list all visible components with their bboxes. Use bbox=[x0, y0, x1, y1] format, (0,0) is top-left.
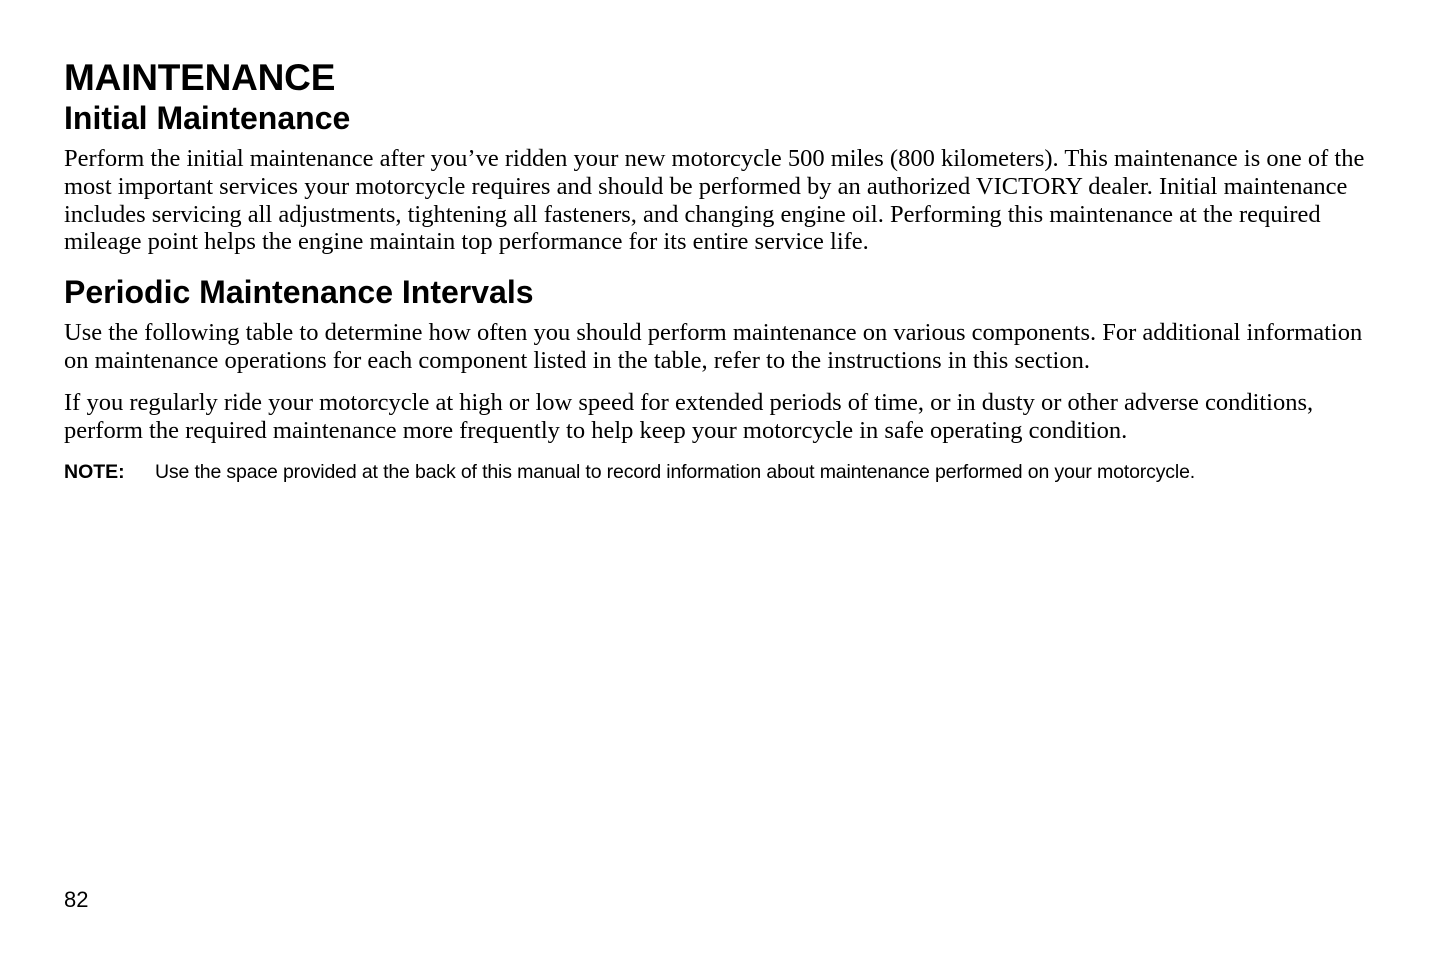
periodic-maintenance-paragraph-2: If you regularly ride your motorcycle at high or low speed for extended periods of time, or in dusty or other adverse conditions, perform the required maintenance more frequently to help keep your motorcycle in safe operating condition. bbox=[64, 388, 1314, 444]
page-content bbox=[64, 58, 1384, 484]
page-number: 82 bbox=[64, 887, 89, 912]
note-text: Use the space provided at the back of this manual to record information about maintenance performed on your motorcycle. bbox=[155, 461, 1196, 484]
initial-maintenance-paragraph: Perform the initial maintenance after you’ve ridden your new motorcycle 500 miles (800 kilometers). This maintenance is one of the most important services your motorcycle requires and should be performed by an authorized VICTORY dealer. Initial maintenance includes servicing all adjustments, tightening all fasteners, and changing engine oil. Performing this maintenance at the required mileage point helps the engine maintain top performance for its entire service life. bbox=[64, 145, 1365, 256]
section-heading-periodic-maintenance-intervals: Periodic Maintenance Intervals bbox=[64, 274, 534, 311]
periodic-maintenance-paragraph-1: Use the following table to determine how often you should perform maintenance on various components. For additional information on maintenance operations for each component listed in the table, refer to the instructions in this section. bbox=[64, 319, 1363, 374]
note-block bbox=[64, 460, 1384, 484]
section-heading-initial-maintenance: Initial Maintenance bbox=[64, 100, 351, 136]
note-label: NOTE: bbox=[64, 461, 125, 484]
page-title: MAINTENANCE bbox=[64, 57, 336, 98]
